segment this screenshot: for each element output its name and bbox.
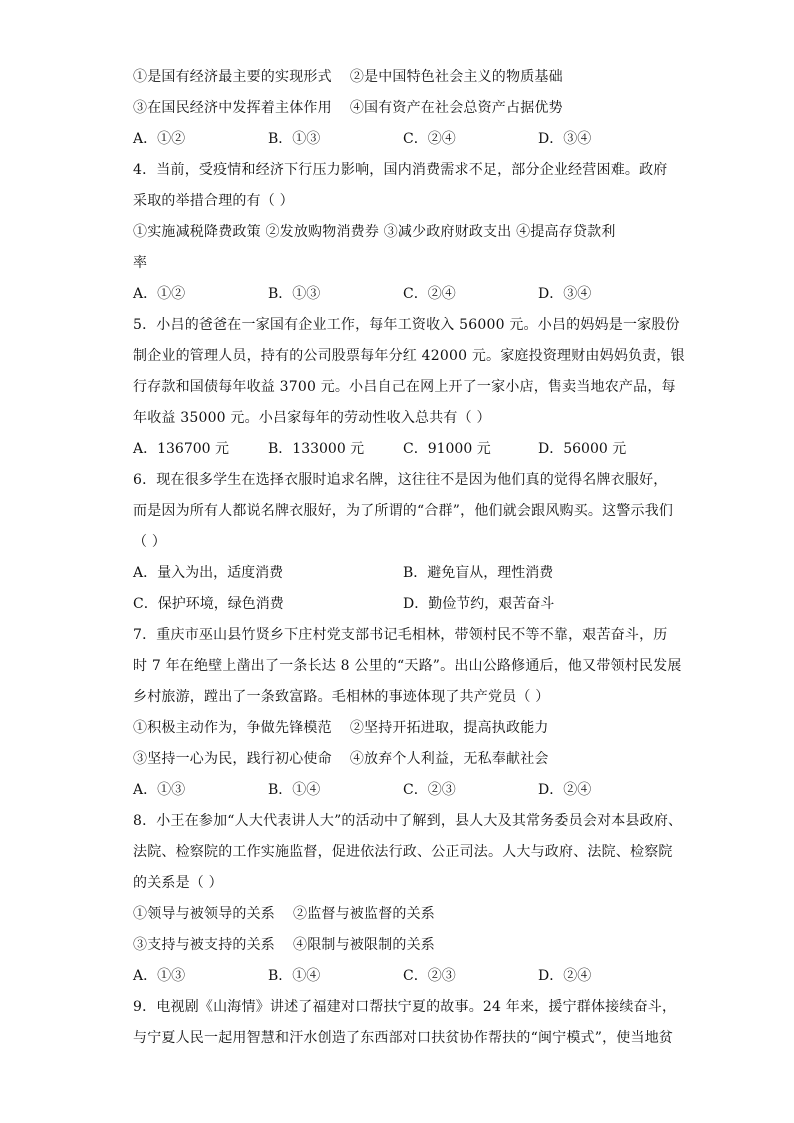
statement: ③支持与被支持的关系 [133, 937, 275, 953]
question-stem: 行存款和国债每年收益 3700 元。小吕自己在网上开了一家小店，售卖当地农产品，每 [133, 379, 676, 395]
question-stem: 而是因为所有人都说名牌衣服好，为了所谓的“合群”，他们就会跟风购买。这警示我们 [133, 503, 674, 519]
statement: ②是中国特色社会主义的物质基础 [349, 69, 563, 85]
answer-options [133, 961, 673, 992]
question-stem: 与宁夏人民一起用智慧和汗水创造了东西部对口扶贫协作帮扶的“闽宁模式”，使当地贫 [133, 1030, 674, 1046]
question-stem: 的关系是（ ） [133, 875, 223, 891]
option-a: A．①② [133, 286, 186, 302]
question-stem: 时 7 年在绝壁上凿出了一条长达 8 公里的“天路”。出山公路修通后，他又带领村民发展 [133, 658, 682, 674]
question-stem: 4．当前，受疫情和经济下行压力影响，国内消费需求不足，部分企业经营困难。政府 [133, 162, 668, 178]
question-stem: 8．小王在参加“人大代表讲人大”的活动中了解到，县人大及其常务委员会对本县政府、 [133, 813, 683, 829]
answer-options [133, 775, 673, 806]
statement: ④放弃个人利益，无私奉献社会 [349, 751, 549, 767]
option-c: C．②③ [403, 968, 456, 984]
statement: ②坚持开拓进取，提高执政能力 [349, 720, 549, 736]
option-a: A．①② [133, 131, 186, 147]
question-stem: 年收益 35000 元。小吕家每年的劳动性收入总共有（ ） [133, 410, 491, 426]
option-c: C．91000 元 [403, 441, 491, 457]
question-stem: 6．现在很多学生在选择衣服时追求名牌，这往往不是因为他们真的觉得名牌衣服好， [133, 472, 668, 488]
statement: ③坚持一心为民，践行初心使命 [133, 751, 332, 767]
question-stem: 乡村旅游，蹚出了一条致富路。毛相林的事迹体现了共产党员（ ） [133, 689, 550, 705]
statement-line [133, 62, 673, 93]
option-a: A．①③ [133, 968, 186, 984]
option-b: B．①④ [268, 782, 321, 798]
statement: ①领导与被领导的关系 [133, 906, 275, 922]
answer-options [133, 558, 673, 589]
answer-options [133, 124, 673, 155]
exam-page [133, 62, 685, 1054]
statement-line [133, 744, 673, 775]
option-b: B．避免盲从，理性消费 [403, 565, 554, 581]
question-stem: 制企业的管理人员，持有的公司股票每年分红 42000 元。家庭投资理财由妈妈负责，银 [133, 348, 685, 364]
option-c: C．保护环境，绿色消费 [133, 596, 284, 612]
statement: ④国有资产在社会总资产占据优势 [349, 100, 563, 116]
statement-line [133, 930, 673, 961]
statement-line: 率 [133, 255, 148, 271]
option-d: D．②④ [538, 968, 592, 984]
option-c: C．②③ [403, 782, 456, 798]
question-stem: 9．电视剧《山海情》讲述了福建对口帮扶宁夏的故事。24 年来，援宁群体接续奋斗， [133, 999, 677, 1015]
option-a: A．136700 元 [133, 441, 230, 457]
option-a: A．①③ [133, 782, 186, 798]
question-stem: 5．小吕的爸爸在一家国有企业工作，每年工资收入 56000 元。小吕的妈妈是一家股份 [133, 317, 680, 333]
question-stem: 法院、检察院的工作实施监督，促进依法行政、公正司法。人大与政府、法院、检察院 [133, 844, 673, 860]
statement: ①是国有经济最主要的实现形式 [133, 69, 332, 85]
question-stem: （ ） [133, 534, 167, 550]
question-stem: 7．重庆市巫山县竹贤乡下庄村党支部书记毛相林，带领村民不等不靠，艰苦奋斗，历 [133, 627, 668, 643]
option-b: B．①④ [268, 968, 321, 984]
statement-line [133, 93, 673, 124]
statement: ②监督与被监督的关系 [293, 906, 435, 922]
statement-line [133, 713, 673, 744]
answer-options [133, 589, 673, 620]
statement: ④限制与被限制的关系 [293, 937, 435, 953]
answer-options [133, 434, 673, 465]
option-a: A．量入为出，适度消费 [133, 565, 284, 581]
option-d: D．②④ [538, 782, 592, 798]
option-d: D．③④ [538, 131, 592, 147]
option-b: B．①③ [268, 286, 321, 302]
option-d: D．56000 元 [538, 441, 627, 457]
answer-options [133, 279, 673, 310]
option-b: B．133000 元 [268, 441, 365, 457]
option-d: D．勤俭节约，艰苦奋斗 [403, 596, 555, 612]
statement: ③在国民经济中发挥着主体作用 [133, 100, 332, 116]
option-c: C．②④ [403, 131, 456, 147]
statement: ①积极主动作为，争做先锋模范 [133, 720, 332, 736]
option-c: C．②④ [403, 286, 456, 302]
statement-line [133, 899, 673, 930]
option-b: B．①③ [268, 131, 321, 147]
statement-line: ①实施减税降费政策 ②发放购物消费券 ③减少政府财政支出 ④提高存贷款利 [133, 224, 616, 240]
option-d: D．③④ [538, 286, 592, 302]
question-stem: 采取的举措合理的有（ ） [133, 193, 294, 209]
